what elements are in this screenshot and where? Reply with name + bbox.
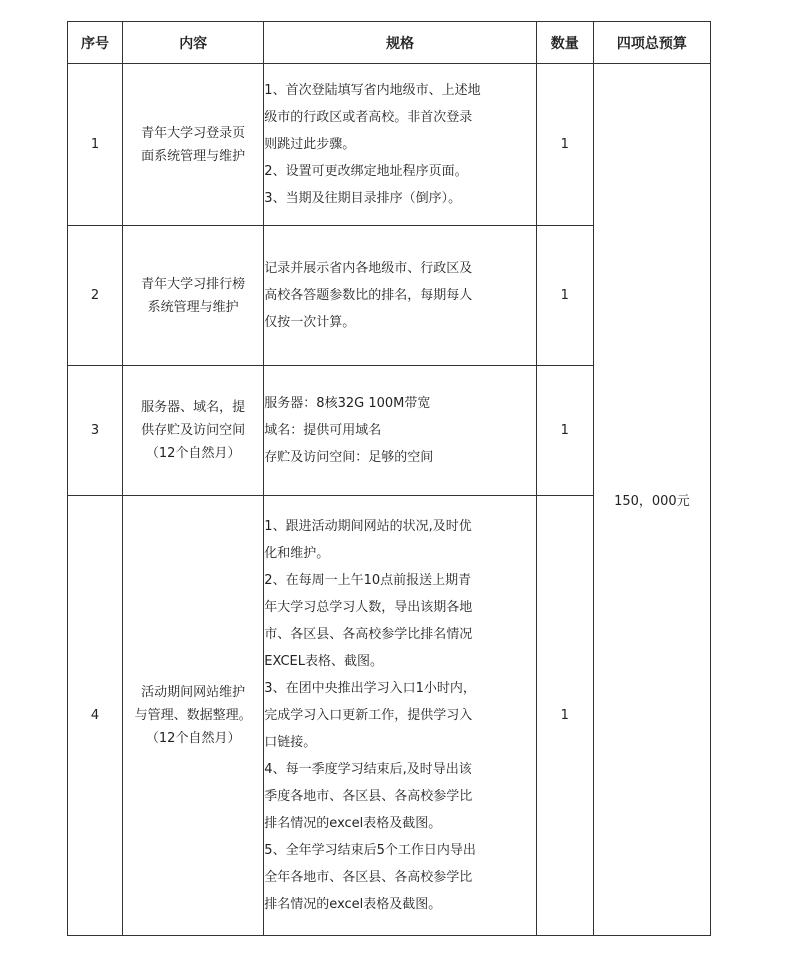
spec-line: 2、在每周一上午10点前报送上期青	[264, 573, 472, 588]
spec-line: 高校各答题参数比的排名，每期每人	[264, 288, 473, 303]
header-qty: 数量	[536, 22, 593, 64]
spec-line: 全年各地市、各区县、各高校参学比	[264, 870, 473, 885]
spec-line: 域名：提供可用域名	[264, 423, 382, 438]
row-content	[123, 226, 264, 366]
spec-line: 1、跟进活动期间网站的状况,及时优	[264, 519, 472, 534]
row-spec	[264, 496, 536, 936]
spec-table	[67, 21, 711, 936]
header-row	[68, 22, 711, 64]
spec-line: 1、首次登陆填写省内地级市、上述地	[264, 83, 481, 98]
row-spec	[264, 64, 536, 226]
content-line: 青年大学习登录页	[141, 125, 246, 141]
spec-line: 级市的行政区或者高校。非首次登录	[264, 110, 473, 125]
row-qty: 1	[536, 366, 593, 496]
content-line: 供存贮及访问空间	[141, 423, 246, 438]
row-num: 3	[68, 366, 123, 496]
content-line: 系统管理与维护	[147, 299, 239, 315]
budget-total: 150，000元	[593, 64, 710, 936]
spec-line: 排名情况的excel表格及截图。	[264, 816, 442, 831]
row-content	[123, 64, 264, 226]
content-line: 活动期间网站维护	[141, 685, 246, 700]
row-spec	[264, 226, 536, 366]
header-content: 内容	[123, 22, 264, 64]
spec-line: 年大学习总学习人数，导出该期各地	[264, 600, 473, 615]
spec-line: 口链接。	[264, 735, 317, 750]
row-qty: 1	[536, 496, 593, 936]
spec-line: 3、当期及往期目录排序（倒序）。	[264, 191, 462, 206]
spec-line: 仅按一次计算。	[264, 315, 356, 330]
row-qty: 1	[536, 226, 593, 366]
spec-line: 化和维护。	[264, 546, 330, 561]
table-row	[68, 64, 711, 226]
row-num: 2	[68, 226, 123, 366]
spec-line: 4、每一季度学习结束后,及时导出该	[264, 762, 472, 777]
row-qty: 1	[536, 64, 593, 226]
content-line: 与管理、数据整理。	[134, 708, 252, 723]
header-num: 序号	[68, 22, 123, 64]
spec-line: 3、在团中央推出学习入口1小时内，	[264, 681, 476, 696]
content-line: 服务器、域名，提	[141, 400, 246, 415]
header-spec: 规格	[264, 22, 536, 64]
row-content	[123, 496, 264, 936]
spec-line: 市、各区县、各高校参学比排名情况	[264, 627, 473, 642]
spec-line: 则跳过此步骤。	[264, 137, 356, 152]
spec-line: EXCEL表格、截图。	[264, 654, 384, 669]
spec-line: 5、全年学习结束后5个工作日内导出	[264, 843, 476, 858]
spec-line: 存贮及访问空间：足够的空间	[264, 450, 434, 465]
row-spec	[264, 366, 536, 496]
spec-line: 记录并展示省内各地级市、行政区及	[264, 261, 473, 276]
header-budget: 四项总预算	[593, 22, 710, 64]
spec-line: 完成学习入口更新工作，提供学习入	[264, 708, 473, 723]
spec-line: 季度各地市、各区县、各高校参学比	[264, 789, 473, 804]
spec-line: 服务器：8核32G 100M带宽	[264, 396, 431, 411]
content-line: （12个自然月）	[145, 446, 241, 461]
row-num: 4	[68, 496, 123, 936]
row-num: 1	[68, 64, 123, 226]
content-line: 面系统管理与维护	[141, 148, 246, 164]
row-content	[123, 366, 264, 496]
content-line: 青年大学习排行榜	[141, 276, 246, 292]
spec-line: 排名情况的excel表格及截图。	[264, 897, 442, 912]
content-line: （12个自然月）	[145, 731, 241, 746]
spec-line: 2、设置可更改绑定地址程序页面。	[264, 164, 468, 179]
